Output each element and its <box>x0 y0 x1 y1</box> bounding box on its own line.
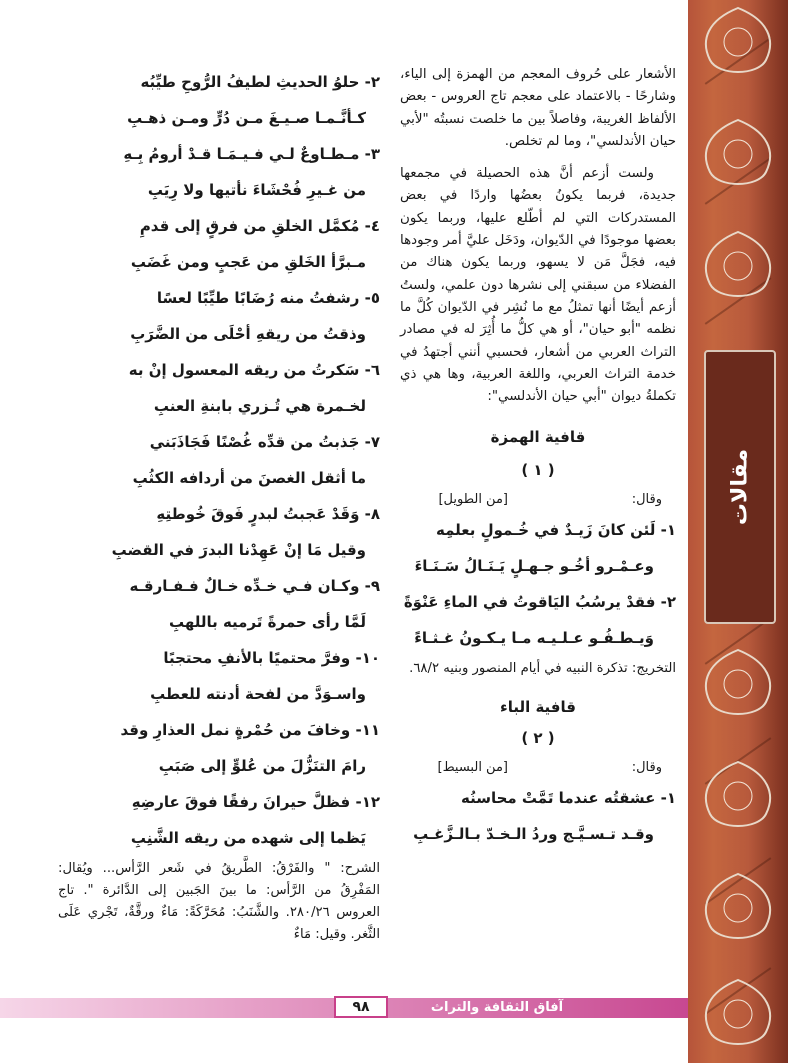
verse-line: ٥- رشفتُ منه رُضَابًا طيِّبًا لعسًا <box>156 289 380 307</box>
verse-line: ٩- وكـان فـي خـدِّه خـالٌ فـفـارقـه <box>129 577 380 595</box>
section-hamza <box>400 424 676 680</box>
verse-line: لَمَّا رأى حمرةً تَرميه باللهبِ <box>168 613 366 631</box>
verse-line: ٣- مـطـاوعٌ لـي فـيـمَـا قـدْ أرومُ بِـهِ <box>123 145 380 163</box>
right-column <box>400 64 676 852</box>
section-label-box <box>704 350 776 624</box>
qal-label: وقال: <box>631 760 662 776</box>
verse-line: ٨- وَقَدْ عَجبتُ لبدرٍ فَوقَ خُوطتِهِ <box>156 505 380 523</box>
left-column <box>58 64 380 946</box>
verse-line: وذقتُ من ريقهِ أحْلَى من الضَّرَبِ <box>130 325 366 343</box>
verse-line: لخـمرة هي تُـزري بابنةِ العنبِ <box>153 397 366 415</box>
body-text: ولست أزعم أنَّ هذه الحصيلة في مجمعها جديدة، فربما يكونُ بعضُها واردًا في بعض المستدركات التي لم أطّلع عليها، وربما يكون بعضها موجودًا في الدّيوان، ودَخَل عليَّ أمر وجودها فيه، فجَلَّ مَن لا يسهو، وربما يكون هناك من الفضلاء من سبقني إلى نشرها دون علمي، ولستُ أزعم أيضًا أنها تمثلُ مع ما نُشِر في الدّيوان كُلَّ ما نظمه "أبو حيان"، أو هي كلُّ ما أُثِرَ له في مصادر التراث العربي من أشعار، فحسبي أنني أجتهدُ في خدمة التراث العربي، واللغة العربية، وها هي ذي تكملةُ ديوان "أبي حيان الأندلسي": <box>400 166 676 405</box>
verse-line: ٢- حلوُ الحديثِ لطيفُ الرُّوحِ طيِّبُه <box>140 73 380 91</box>
section-title: قافية الهمزة <box>490 428 586 447</box>
intro-text: الأشعار على حُروف المعجم من الهمزة إلى الياء، وشارحًا - بالاعتماد على معجم تاج العروس - بعض الألفاظ الغريبة، وفاصلاً بين ما خلصت نسبتُه "لأبي حيان الأندلسي"، وما لم تخلص. <box>400 67 676 149</box>
meter-label: [من الطويل] <box>438 492 508 508</box>
verse-line: مـبرَّأ الخَلقِ من عَجبٍ ومن غَضَبِ <box>130 253 366 271</box>
verse-line: ٤- مُكمَّل الخلقِ من فرقٍ إلى قدمِ <box>139 217 380 235</box>
commentary-note: الشرح: " والفَرْقُ: الطَّريقُ في شَعر الرَّأس... ويُقال: المَفْرِقُ من الرَّأس: ما بينَ الجَبين إلى الدَّائرة ". تاج العروس ٢٨٠/٢٦. والشَّنَبُ: مُحَرَّكَةً: مَاءٌ ورقَّةٌ، تَجْري عَلَى الثَّغر. وقيل: مَاءٌ <box>58 861 380 942</box>
verse-line: ٦- سَكرتُ من ريقه المعسول إنْ به <box>128 361 380 379</box>
takhrij-note: التخريج: تذكرة النبيه في أيام المنصور وبنيه ٦٨/٢. <box>409 661 676 677</box>
poem-number: ( ١ ) <box>521 461 555 480</box>
verse-line: واسـوَدَّ من لفحة أدنته للعطبِ <box>150 685 366 703</box>
verse-line: وَيـطـفُـو عـلـيـه مـا يـكـونُ غـثـاءً <box>414 629 654 648</box>
poem-meta <box>400 488 676 512</box>
verse-line: ٧- جَذبتُ من قدِّه غُصْنًا فَجَاذَبَني <box>149 433 380 451</box>
verse-line: ما أثقل الغصنَ من أردافه الكثُبِ <box>132 469 366 487</box>
verse-line: رامَ التنَزُّلَ من عُلوٍّ إلى صَبَبِ <box>158 757 366 775</box>
verse-line: وقـد تـسـيَّـج وردُ الـخـدّ بـالـزَّغـبِ <box>413 825 654 844</box>
verse-line: ١- لَئن كانَ زَيـدٌ في خُـمولٍ بعلمِه <box>436 521 676 540</box>
section-title: قافية الباء <box>500 698 576 717</box>
section-label: مقالات <box>727 448 753 526</box>
magazine-title: آفاق الثقافة والتراث <box>430 1000 564 1015</box>
qal-label: وقال: <box>631 492 662 508</box>
meter-label: [من البسيط] <box>437 760 508 776</box>
verse-line: يَظما إلى شهده من ريقه الشَّنِبِ <box>130 829 366 847</box>
verse-line: وعـمْـرو أخُـو جـهـلٍ يَـنَـالُ سَـنَـاءَ <box>414 557 654 576</box>
page-number: ٩٨ <box>334 996 388 1018</box>
poem-number: ( ٢ ) <box>521 729 555 748</box>
verse-line: كـأنَّـمـا صـيـغَ مـن دُرٍّ ومـن ذهـبِ <box>127 109 366 127</box>
verse-line: ٢- فقدْ يرسُبُ اليَاقوتُ في الماءِ عَنْوَةً <box>403 593 676 612</box>
body-paragraph <box>400 163 676 408</box>
verse-line: ١٢- فظلَّ حيرانَ رفقًا فوقَ عارضِهِ <box>131 793 380 811</box>
verse-line: من غـيرِ فُحْشَاءَ نأتيها ولا رِيَبِ <box>147 181 366 199</box>
poem-meta <box>400 756 676 780</box>
verse-line: ١- عشقتُه عندما تَمَّتْ محاسنُه <box>460 789 676 808</box>
intro-paragraph <box>400 64 676 153</box>
verse-line: وقيل مَا إنْ عَهِدْنا البدرَ في القضبِ <box>111 541 366 559</box>
section-baa <box>400 694 676 852</box>
verse-line: ١٠- وفرَّ محتميًا بالأنفِ محتجبًا <box>163 649 380 667</box>
verse-line: ١١- وخافَ من حُمْرةٍ نمل العذارِ وقد <box>120 721 380 739</box>
